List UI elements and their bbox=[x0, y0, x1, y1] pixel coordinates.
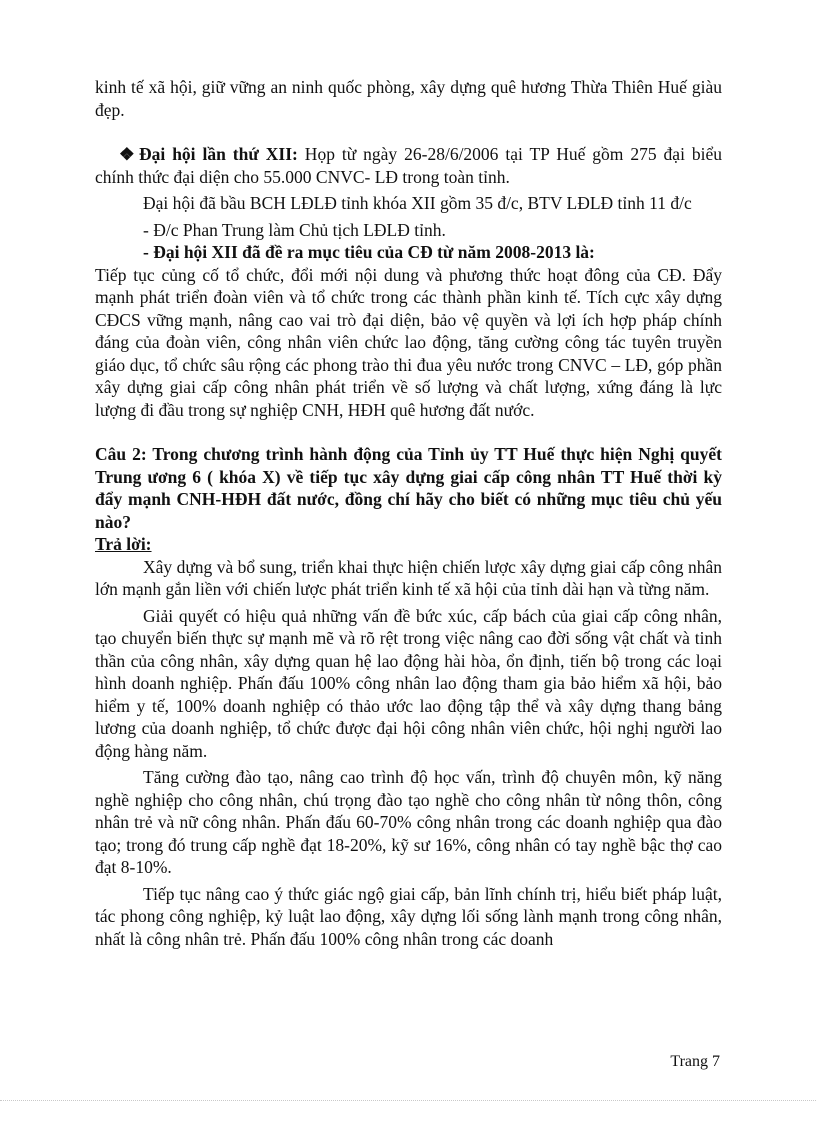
paragraph-intro: kinh tế xã hội, giữ vững an ninh quốc phòng, xây dựng quê hương Thừa Thiên Huế giàu đẹp. bbox=[95, 77, 722, 120]
diamond-bullet-icon: ❖ bbox=[119, 144, 135, 164]
congress-xii-body: Họp từ ngày 26-28/6/2006 tại TP Huế gồm 275 đại biểu chính thức đại diện cho 55.000 CNVC- LĐ trong toàn tỉnh. bbox=[95, 144, 722, 187]
paragraph-goals-heading: - Đại hội XII đã đề ra mục tiêu của CĐ từ năm 2008-2013 là: bbox=[143, 242, 595, 262]
paragraph-election: Đại hội đã bầu BCH LĐLĐ tỉnh khóa XII gồm 35 đ/c, BTV LĐLĐ tỉnh 11 đ/c bbox=[143, 193, 692, 213]
congress-xii-title: Đại hội lần thứ XII: bbox=[139, 144, 298, 164]
answer-label: Trả lời: bbox=[95, 534, 152, 554]
page-number: Trang 7 bbox=[670, 1053, 720, 1070]
paragraph-congress-xii bbox=[95, 143, 722, 188]
page-bottom-divider bbox=[0, 1100, 816, 1101]
answer-paragraph-2: Giải quyết có hiệu quả những vấn đề bức xúc, cấp bách của giai cấp công nhân, tạo chuyển biến thực sự mạnh mẽ và rõ rệt trong việc nâng cao đời sống vật chất và tinh thần của công nhân, xây dựng quan hệ lao động hài hòa, ổn định, tiến bộ trong các loại hình doanh nghiệp. Phấn đấu 100% công nhân lao động tham gia bảo hiểm xã hội, bảo hiểm y tế, 100% doanh nghiệp có thảo ước lao động tập thể và xây dựng thang bảng lương của doanh nghiệp, tổ chức được đại hội công nhân viên chức, hội nghị người lao động hàng năm. bbox=[95, 605, 722, 761]
document-body bbox=[95, 76, 722, 950]
answer-paragraph-1: Xây dựng và bổ sung, triển khai thực hiện chiến lược xây dựng giai cấp công nhân lớn mạnh gắn liền với chiến lược phát triển kinh tế xã hội của tỉnh dài hạn và từng năm. bbox=[95, 556, 722, 599]
question-2: Câu 2: Trong chương trình hành động của Tỉnh ủy TT Huế thực hiện Nghị quyết Trung ương 6 ( khóa X) về tiếp tục xây dựng giai cấp công nhân TT Huế thời kỳ đẩy mạnh CNH-HĐH đất nước, đồng chí hãy cho biết có những mục tiêu chủ yếu nào? bbox=[95, 444, 722, 532]
paragraph-chairman: - Đ/c Phan Trung làm Chủ tịch LĐLĐ tỉnh. bbox=[143, 219, 446, 240]
answer-paragraph-4: Tiếp tục nâng cao ý thức giác ngộ giai cấp, bản lĩnh chính trị, hiểu biết pháp luật, tác phong công nghiệp, kỷ luật lao động, xây dựng lối sống lành mạnh trong công nhân, nhất là công nhân trẻ. Phấn đấu 100% công nhân trong các doanh bbox=[95, 883, 722, 949]
paragraph-goals: Tiếp tục củng cố tổ chức, đổi mới nội dung và phương thức hoạt đông của CĐ. Đẩy mạnh phát triển đoàn viên và tổ chức trong các thành phần kinh tế. Tích cực xây dựng CĐCS vững mạnh, nâng cao vai trò đại diện, bảo vệ quyền và lợi ích hợp pháp chính đáng của đoàn viên, công nhân viên chức lao động, tăng cường công tác tuyên truyền giáo dục, tổ chức sâu rộng các phong trào thi đua yêu nước trong CNVC – LĐ, góp phần xây dựng giai cấp công nhân phát triển về số lượng và chất lượng, xứng đáng là lực lượng đi đầu trong sự nghiệp CNH, HĐH quê hương đất nước. bbox=[95, 264, 722, 420]
answer-paragraph-3: Tăng cường đào tạo, nâng cao trình độ học vấn, trình độ chuyên môn, kỹ năng nghề nghiệp cho công nhân, chú trọng đào tạo nghề cho công nhân từ nông thôn, công nhân trẻ và nữ công nhân. Phấn đấu 60-70% công nhân trong các doanh nghiệp qua đào tạo; trong đó trung cấp nghề đạt 18-20%, kỹ sư 16%, công nhân có tay nghề bậc thợ cao đạt 8-10%. bbox=[95, 767, 722, 877]
